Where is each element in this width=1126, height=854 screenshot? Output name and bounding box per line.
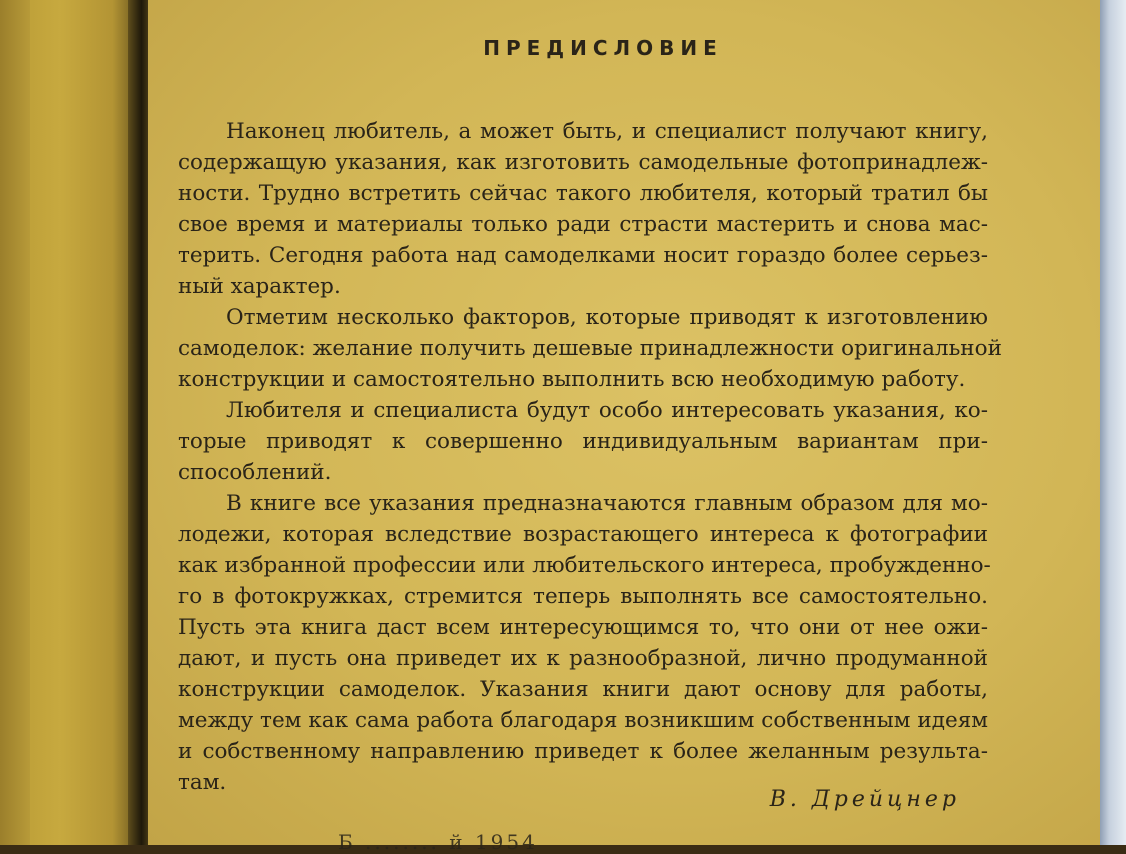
text-line: терить. Сегодня работа над самоделками носит гораздо более серьез- [178,243,988,268]
text-line: самоделок: желание получить дешевые принадлежности оригинальной [178,336,1002,361]
text-line: лодежи, которая вследствие возрастающего интереса к фотографии [178,522,988,547]
paragraph-4 [178,488,991,798]
page-title: ПРЕДИСЛОВИЕ [483,36,723,60]
footer-partial-text: Б ........ й 1954 [338,830,538,854]
text-line: содержащую указания, как изготовить самодельные фотопринадлеж- [178,150,988,175]
text-line: Наконец любитель, а может быть, и специалист получают книгу, [226,119,988,144]
text-line: ный характер. [178,274,341,299]
text-line: между тем как сама работа благодаря возникшим собственным идеям [178,708,988,733]
paragraph-2 [178,302,1002,395]
text-line: там. [178,770,227,795]
text-line: и собственному направлению приведет к более желанным результа- [178,739,988,764]
text-line: Любителя и специалиста будут особо интересовать указания, ко- [226,398,988,423]
text-line: способлений. [178,460,332,485]
text-line: как избранной профессии или любительского интереса, пробужденно- [178,553,991,578]
author-signature: В. Дрейцнер [769,787,960,812]
text-line: В книге все указания предназначаются главным образом для мо- [226,491,988,516]
text-line: дают, и пусть она приведет их к разнообразной, лично продуманной [178,646,988,671]
background-edge [1100,0,1126,845]
text-line: свое время и материалы только ради страсти мастерить и снова мас- [178,212,988,237]
text-line: ности. Трудно встретить сейчас такого любителя, который тратил бы [178,181,988,206]
left-page-edge [0,0,30,845]
paragraph-1 [178,116,988,302]
text-line: Отметим несколько факторов, которые приводят к изготовлению [226,305,988,330]
page-content [178,36,1002,798]
text-line: го в фотокружках, стремится теперь выполнять все самостоятельно. [178,584,988,609]
text-line: конструкции самоделок. Указания книги дают основу для работы, [178,677,988,702]
text-line: Пусть эта книга даст всем интересующимся то, что они от нее ожи- [178,615,988,640]
right-page [148,0,1110,854]
paragraph-3 [178,395,988,488]
text-line: торые приводят к совершенно индивидуальным вариантам при- [178,429,988,454]
text-line: конструкции и самостоятельно выполнить всю необходимую работу. [178,367,966,392]
